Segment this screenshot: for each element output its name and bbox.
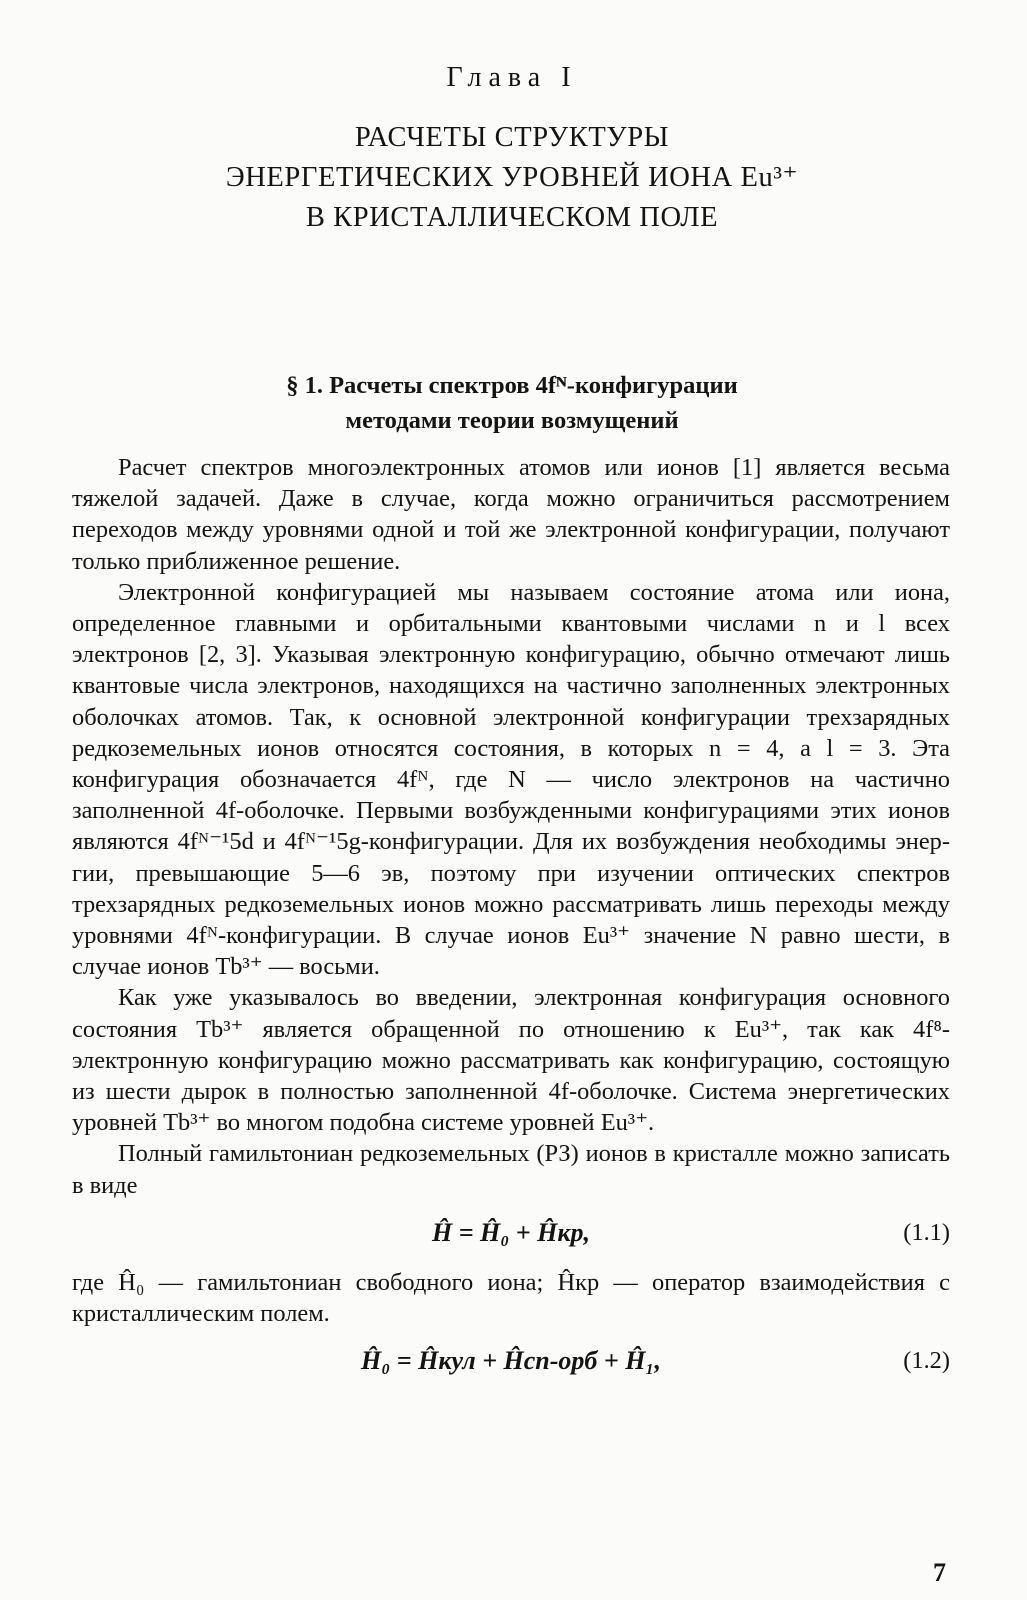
formula-number: (1.2)	[903, 1347, 950, 1375]
section-title-line: § 1. Расчеты спектров 4fᴺ-конфигурации	[286, 372, 738, 399]
page-number: 7	[933, 1558, 946, 1587]
chapter-title	[72, 118, 952, 238]
formula-1-1	[72, 1203, 950, 1267]
paragraph: где Ĥ₀ — гамильтониан свободного иона; Ĥкр — оператор взаимодействия с кристаллическим полем.	[72, 1268, 950, 1328]
document-page	[72, 0, 952, 1600]
chapter-title-line: В КРИСТАЛЛИЧЕСКОМ ПОЛЕ	[305, 202, 719, 233]
paragraph: Электронной конфигурацией мы называем состояние атома или иона, определенное главными и орбитальными квантовыми числами n и l всех электронов [2, 3]. Указывая электронную конфигурацию, обычно отмечают лишь квантовые числа электронов, находящихся на частично заполненных электронных оболочках атомов. Так, к основной электронной конфигурации трехзарядных редкоземельных ионов относятся состояния, в которых n = 4, a l = 3. Эта конфигурация обозначается 4fᴺ, где N — число электронов на частично заполненной 4f-оболочке. Первыми возбужденными конфигурациями этих ионов являются 4fᴺ⁻¹5d и 4fᴺ⁻¹5g-конфигурации. Для их возбуждения необходимы энергии, превышающие 5—6 эв, поэтому при изучении оптических спектров трехзарядных редкоземельных ионов можно рассматривать лишь переходы между уровнями 4fᴺ-конфигурации. В случае ионов Eu³⁺ значение N равно шести, в случае ионов Tb³⁺ — восьми.	[72, 578, 950, 981]
formula-1-2	[72, 1331, 950, 1395]
paragraph: Расчет спектров многоэлектронных атомов или ионов [1] является весьма тяжелой задачей. Даже в случае, когда можно ограничиться рассмотрением переходов между уровнями одной и той же электронной конфигурации, получают только приближенное решение.	[72, 454, 950, 575]
section-title	[72, 368, 952, 438]
body-text	[72, 452, 950, 1395]
chapter-title-line: РАСЧЕТЫ СТРУКТУРЫ	[354, 122, 670, 153]
chapter-label: Глава I	[446, 62, 578, 93]
section-title-line: методами теории возмущений	[345, 407, 679, 434]
paragraph: Как уже указывалось во введении, электронная конфигурация основного состояния Tb³⁺ является обращенной по отношению к Eu³⁺, так как 4f⁸-электронную конфигурацию можно рассматривать как конфигурацию, состоящую из шести дырок в полностью заполненной 4f-оболочке. Система энергетических уровней Tb³⁺ во многом подобна системе уровней Eu³⁺.	[72, 984, 950, 1137]
formula-expression: Ĥ = Ĥ₀ + Ĥкр,	[431, 1217, 591, 1247]
chapter-title-line: ЭНЕРГЕТИЧЕСКИХ УРОВНЕЙ ИОНА Eu³⁺	[225, 162, 799, 193]
paragraph: Полный гамильтониан редкоземельных (РЗ) ионов в кристалле можно записать в виде	[72, 1140, 950, 1199]
formula-number: (1.1)	[903, 1218, 950, 1246]
formula-expression: Ĥ₀ = Ĥкул + Ĥсп-орб + Ĥ₁,	[361, 1346, 661, 1376]
